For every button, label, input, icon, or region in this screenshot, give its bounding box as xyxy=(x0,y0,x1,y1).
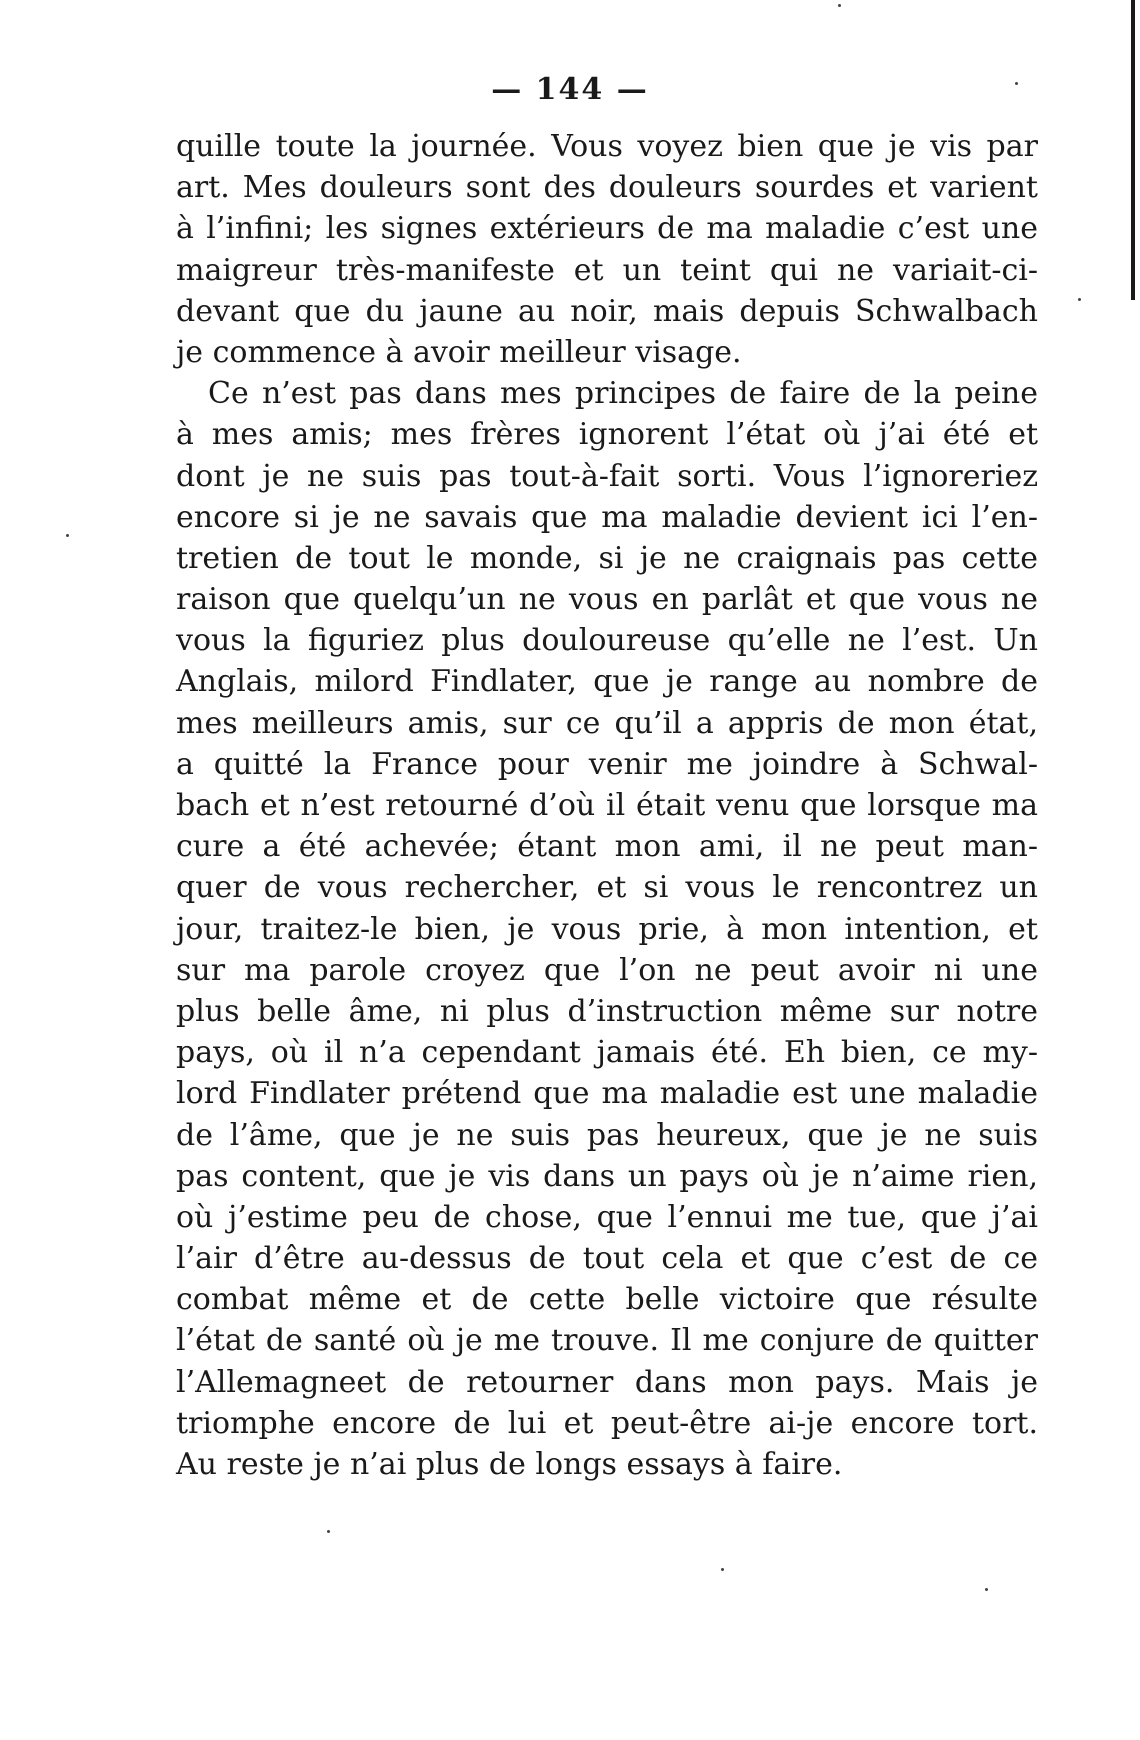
scan-speck xyxy=(327,1530,330,1533)
text-line: à mes amis; mes frères ignorent l’état où j’ai été et xyxy=(176,417,1038,453)
text-line: raison que quelqu’un ne vous en parlât et que vous ne xyxy=(176,582,1038,618)
text-line: où j’estime peu de chose, que l’ennui me tue, que j’ai xyxy=(176,1199,1038,1235)
text-line: l’Allemagneet de retourner dans mon pays. Mais je xyxy=(176,1364,1038,1400)
text-line: pas content, que je vis dans un pays où je n’aime rien, xyxy=(176,1158,1038,1194)
scan-speck xyxy=(1078,298,1081,301)
text-line: de l’âme, que je ne suis pas heureux, que je ne suis xyxy=(176,1117,1038,1153)
body-text xyxy=(176,126,1038,1485)
text-line: pays, où il n’a cependant jamais été. Eh bien, ce my- xyxy=(176,1035,1038,1071)
text-line: Anglais, milord Findlater, que je range au nombre de xyxy=(176,664,1038,700)
text-line: tretien de tout le monde, si je ne craignais pas cette xyxy=(176,540,1038,576)
text-line: vous la figuriez plus douloureuse qu’elle ne l’est. Un xyxy=(176,623,1038,659)
text-line: encore si je ne savais que ma maladie devient ici l’en- xyxy=(176,499,1038,535)
text-line: art. Mes douleurs sont des douleurs sourdes et varient xyxy=(176,170,1038,206)
text-line: Au reste je n’ai plus de longs essays à faire. xyxy=(176,1447,843,1482)
scan-speck xyxy=(721,1568,724,1571)
text-line: sur ma parole croyez que l’on ne peut avoir ni une xyxy=(176,952,1038,988)
text-line: maigreur très-manifeste et un teint qui ne variait-ci- xyxy=(176,252,1038,288)
text-line: jour, traitez-le bien, je vous prie, à mon intention, et xyxy=(176,911,1038,947)
text-line: lord Findlater prétend que ma maladie est une maladie xyxy=(176,1076,1038,1112)
text-line: combat même et de cette belle victoire que résulte xyxy=(176,1282,1038,1318)
scan-edge-rule xyxy=(1131,0,1135,300)
text-line: quer de vous rechercher, et si vous le rencontrez un xyxy=(176,870,1038,906)
text-line: Ce n’est pas dans mes principes de faire de la peine xyxy=(208,376,1038,412)
page-number: — 144 — xyxy=(491,72,649,107)
scan-speck xyxy=(985,1588,988,1591)
text-line: plus belle âme, ni plus d’instruction même sur notre xyxy=(176,993,1038,1029)
text-line: bach et n’est retourné d’où il était venu que lorsque ma xyxy=(176,788,1038,823)
text-line: à l’infini; les signes extérieurs de ma maladie c’est une xyxy=(176,211,1038,247)
text-line: dont je ne suis pas tout-à-fait sorti. Vous l’ignoreriez xyxy=(176,458,1038,494)
text-line: l’état de santé où je me trouve. Il me conjure de quitter xyxy=(176,1323,1038,1359)
text-line: a quitté la France pour venir me joindre à Schwal- xyxy=(176,746,1038,782)
text-line: triomphe encore de lui et peut-être ai-je encore tort. xyxy=(176,1405,1038,1441)
text-line: cure a été achevée; étant mon ami, il ne peut man- xyxy=(176,829,1038,865)
text-line: mes meilleurs amis, sur ce qu’il a appris de mon état, xyxy=(176,705,1038,741)
text-line: l’air d’être au-dessus de tout cela et que c’est de ce xyxy=(176,1241,1038,1277)
text-line: je commence à avoir meilleur visage. xyxy=(176,334,742,370)
scan-speck xyxy=(66,534,69,537)
text-line: devant que du jaune au noir, mais depuis Schwalbach xyxy=(176,293,1038,329)
text-line: quille toute la journée. Vous voyez bien que je vis par xyxy=(176,129,1038,164)
scan-speck xyxy=(838,4,841,7)
